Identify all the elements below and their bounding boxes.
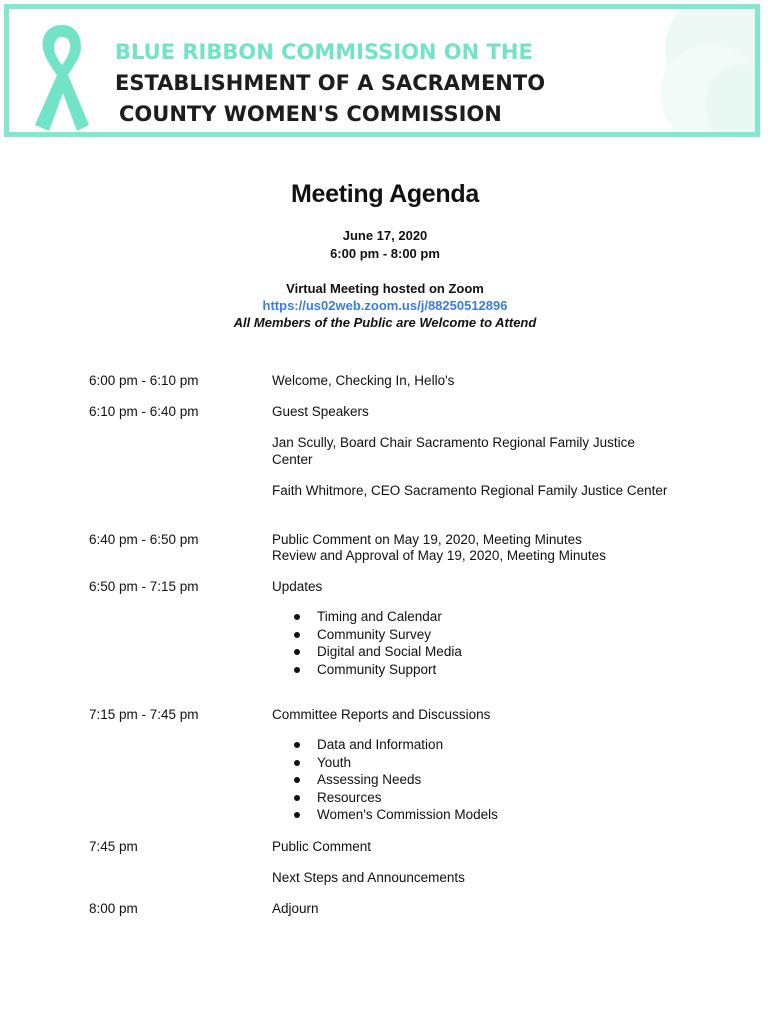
list-item: Resources <box>293 789 498 807</box>
meeting-time: 6:00 pm - 8:00 pm <box>330 246 440 261</box>
meeting-venue: Virtual Meeting hosted on Zoom <box>286 281 484 296</box>
agenda-item: Guest Speakers <box>272 404 369 419</box>
decorative-circles <box>615 9 755 132</box>
list-item: Digital and Social Media <box>293 643 462 661</box>
agenda-item: Faith Whitmore, CEO Sacramento Regional Family Justice Center <box>272 483 668 498</box>
page-title: Meeting Agenda <box>291 180 479 208</box>
updates-list <box>293 608 462 678</box>
banner-line-2: ESTABLISHMENT OF A SACRAMENTO <box>115 71 546 95</box>
agenda-time: 7:45 pm <box>89 839 138 854</box>
list-item: Community Survey <box>293 626 462 644</box>
agenda-item: Public Comment on May 19, 2020, Meeting Minutes <box>272 532 582 547</box>
list-item: Data and Information <box>293 736 498 754</box>
list-item: Women's Commission Models <box>293 806 498 824</box>
header-banner <box>4 4 760 137</box>
agenda-time: 6:50 pm - 7:15 pm <box>89 579 199 594</box>
banner-title <box>115 37 545 130</box>
agenda-time: 6:10 pm - 6:40 pm <box>89 404 199 419</box>
ribbon-icon <box>27 17 97 137</box>
agenda-item: Public Comment <box>272 839 372 854</box>
public-note: All Members of the Public are Welcome to Attend <box>233 315 537 330</box>
agenda-time: 6:00 pm - 6:10 pm <box>89 373 199 388</box>
list-item: Youth <box>293 754 498 772</box>
committee-list <box>293 736 498 824</box>
list-item: Timing and Calendar <box>293 608 462 626</box>
agenda-item: Committee Reports and Discussions <box>272 707 491 722</box>
agenda-item: Welcome, Checking In, Hello's <box>272 373 455 388</box>
meeting-date: June 17, 2020 <box>342 228 428 243</box>
agenda-item: Jan Scully, Board Chair Sacramento Regional Family Justice Center <box>272 435 635 467</box>
agenda-item: Adjourn <box>272 901 319 916</box>
agenda-item: Updates <box>272 579 323 594</box>
banner-line-3: COUNTY WOMEN'S COMMISSION <box>119 102 502 126</box>
list-item: Assessing Needs <box>293 771 498 789</box>
banner-line-1: BLUE RIBBON COMMISSION ON THE <box>115 40 533 64</box>
agenda-item: Next Steps and Announcements <box>272 870 465 885</box>
agenda-item: Review and Approval of May 19, 2020, Meeting Minutes <box>272 548 606 563</box>
list-item: Community Support <box>293 661 462 679</box>
agenda-time: 7:15 pm - 7:45 pm <box>89 707 199 722</box>
agenda-time: 8:00 pm <box>89 901 138 916</box>
zoom-link[interactable]: https://us02web.zoom.us/j/88250512896 <box>262 298 508 313</box>
agenda-time: 6:40 pm - 6:50 pm <box>89 532 199 547</box>
